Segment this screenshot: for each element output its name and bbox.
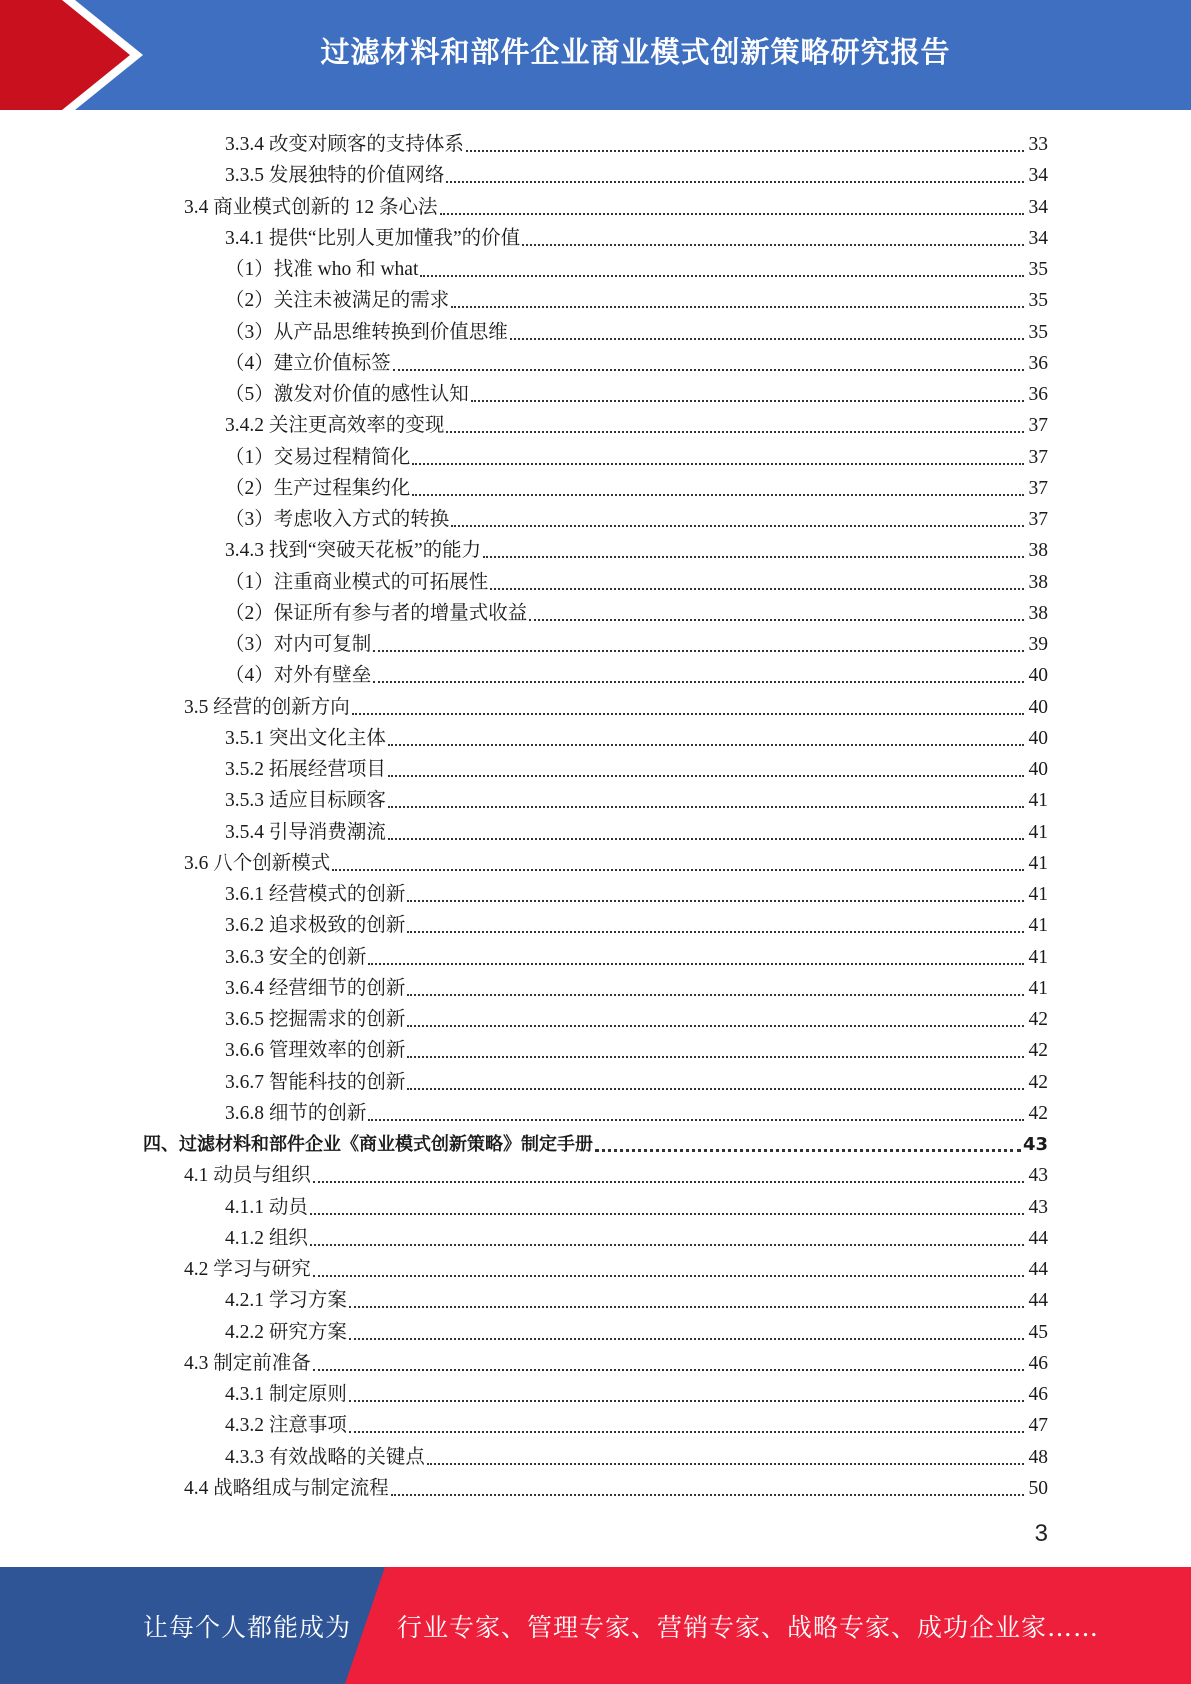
toc-entry-page: 41 [1028, 790, 1048, 812]
toc-dot-leader [310, 1213, 1024, 1215]
toc-entry-title: 3.6.1 经营模式的创新 [225, 884, 406, 905]
toc-entry[interactable] [225, 283, 1048, 314]
toc-entry-title: 3.5.4 引导消费潮流 [225, 821, 386, 843]
toc-entry-title: 4.3.3 有效战略的关键点 [225, 1446, 425, 1468]
toc-entry-page: 37 [1028, 446, 1048, 468]
toc-entry-page: 44 [1028, 1290, 1048, 1312]
toc-dot-leader [529, 619, 1024, 621]
toc-dot-leader [451, 306, 1024, 308]
toc-entry-title: （4）对外有壁垒 [225, 665, 372, 687]
toc-entry-page: 40 [1028, 665, 1048, 687]
toc-dot-leader [332, 869, 1024, 871]
toc-entry-title: （3）对内可复制 [225, 634, 372, 655]
toc-entry[interactable] [225, 408, 1048, 439]
page-number: 3 [1034, 1520, 1048, 1547]
toc-entry-page: 37 [1028, 477, 1048, 499]
toc-dot-leader [388, 838, 1024, 840]
toc-entry-page: 46 [1028, 1352, 1048, 1374]
toc-entry[interactable] [225, 533, 1048, 564]
toc-dot-leader [310, 1244, 1024, 1246]
toc-entry[interactable] [225, 1377, 1048, 1408]
toc-entry[interactable] [225, 158, 1048, 189]
toc-entry[interactable] [225, 471, 1048, 502]
toc-dot-leader [446, 181, 1024, 183]
footer-slogan-left: 让每个人都能成为 [143, 1612, 352, 1642]
toc-entry-title: 4.3.1 制定原则 [225, 1384, 347, 1405]
toc-entry-title: 3.6.7 智能科技的创新 [225, 1071, 406, 1093]
toc-entry-page: 42 [1028, 1040, 1048, 1062]
toc-entry[interactable] [225, 1065, 1048, 1096]
toc-dot-leader [427, 1463, 1024, 1465]
toc-entry-title: 4.2.1 学习方案 [225, 1290, 347, 1312]
toc-entry-page: 34 [1028, 196, 1048, 218]
toc-entry-page: 42 [1028, 1071, 1048, 1093]
toc-entry[interactable] [225, 1190, 1048, 1221]
toc-entry-page: 45 [1028, 1321, 1048, 1343]
toc-dot-leader [466, 150, 1024, 152]
toc-dot-leader [313, 1369, 1024, 1371]
header-banner [0, 0, 1191, 110]
toc-entry[interactable] [184, 190, 1048, 221]
toc-entry-title: 4.4 战略组成与制定流程 [184, 1477, 389, 1499]
toc-entry-page: 43 [1028, 1196, 1048, 1218]
toc-entry-title: 3.6.8 细节的创新 [225, 1102, 367, 1124]
toc-dot-leader [388, 775, 1024, 777]
toc-dot-leader [412, 494, 1024, 496]
toc-dot-leader [440, 213, 1024, 215]
toc-entry[interactable] [225, 1221, 1048, 1252]
toc-entry-page: 42 [1028, 1102, 1048, 1124]
toc-dot-leader [471, 400, 1024, 402]
toc-entry[interactable] [184, 1346, 1048, 1377]
toc-entry-title: 3.5.3 适应目标顾客 [225, 790, 386, 812]
toc-dot-leader [407, 1025, 1024, 1027]
toc-entry-title: 3.4.1 提供“比别人更加懂我”的价值 [225, 227, 521, 249]
toc-entry-page: 46 [1028, 1384, 1048, 1405]
toc-entry-page: 50 [1028, 1477, 1048, 1499]
toc-entry-title: 3.4.3 找到“突破天花板”的能力 [225, 540, 482, 562]
toc-entry-page: 43 [1028, 1165, 1048, 1187]
toc-entry-page: 40 [1028, 727, 1048, 749]
toc-entry-title: （1）注重商业模式的可拓展性 [225, 571, 489, 593]
toc-entry-title: 3.5.2 拓展经营项目 [225, 759, 386, 780]
toc-entry-title: （2）生产过程集约化 [225, 477, 411, 499]
toc-entry[interactable] [225, 252, 1048, 283]
toc-entry[interactable] [225, 658, 1048, 689]
toc-entry[interactable] [225, 1002, 1048, 1033]
toc-entry-title: （2）保证所有参与者的增量式收益 [225, 602, 528, 624]
toc-entry-title: 4.3.2 注意事项 [225, 1415, 347, 1437]
toc-entry-page: 40 [1028, 759, 1048, 780]
toc-entry[interactable] [225, 752, 1048, 783]
toc-entry[interactable] [225, 502, 1048, 533]
toc-dot-leader [391, 1494, 1024, 1496]
toc-dot-leader [373, 650, 1024, 652]
toc-entry[interactable] [225, 1440, 1048, 1471]
toc-entry[interactable] [225, 1315, 1048, 1346]
toc-entry-page: 44 [1028, 1259, 1048, 1280]
toc-entry-title: （3）考虑收入方式的转换 [225, 509, 450, 530]
toc-entry-page: 40 [1028, 696, 1048, 718]
toc-entry-title: 4.2 学习与研究 [184, 1259, 311, 1280]
toc-entry[interactable] [225, 627, 1048, 658]
toc-entry-page: 38 [1028, 602, 1048, 624]
toc-entry-title: 3.3.5 发展独特的价值网络 [225, 165, 445, 187]
toc-entry-title: 3.6 八个创新模式 [184, 852, 331, 874]
toc-entry-title: 3.6.6 管理效率的创新 [225, 1040, 406, 1062]
toc-entry-page: 47 [1028, 1415, 1048, 1437]
toc-entry-title: 3.4 商业模式创新的 12 条心法 [184, 196, 438, 218]
report-title: 过滤材料和部件企业商业模式创新策略研究报告 [320, 34, 951, 69]
toc-entry-title: （2）关注未被满足的需求 [225, 290, 450, 312]
toc-entry-page: 35 [1028, 290, 1048, 312]
toc-entry[interactable] [225, 940, 1048, 971]
toc-entry[interactable] [225, 1096, 1048, 1127]
toc-entry-title: 3.4.2 关注更高效率的变现 [225, 415, 445, 437]
toc-entry-title: 3.6.3 安全的创新 [225, 946, 367, 968]
toc-entry-page: 37 [1028, 509, 1048, 530]
toc-entry-title: 3.5.1 突出文化主体 [225, 727, 386, 749]
toc-entry[interactable] [225, 315, 1048, 346]
toc-dot-leader [407, 994, 1024, 996]
toc-entry-page: 41 [1028, 821, 1048, 843]
toc-entry-page: 34 [1028, 165, 1048, 187]
toc-entry-title: 4.3 制定前准备 [184, 1352, 311, 1374]
toc-entry-title: 3.6.4 经营细节的创新 [225, 977, 406, 999]
toc-entry-page: 33 [1028, 134, 1048, 155]
toc-dot-leader [407, 1088, 1024, 1090]
toc-dot-leader [407, 900, 1024, 902]
toc-dot-leader [313, 1275, 1024, 1277]
toc-entry[interactable] [225, 1033, 1048, 1064]
toc-dot-leader [522, 244, 1024, 246]
toc-entry[interactable] [225, 783, 1048, 814]
footer-slogan-right: 行业专家、管理专家、营销专家、战略专家、成功企业家…… [397, 1612, 1100, 1642]
toc-entry-title: 3.6.2 追求极致的创新 [225, 915, 406, 937]
toc-entry-page: 39 [1028, 634, 1048, 655]
toc-entry[interactable] [225, 815, 1048, 846]
toc-entry[interactable] [184, 690, 1048, 721]
toc-entry[interactable] [143, 1127, 1048, 1158]
toc-dot-leader [373, 681, 1024, 683]
toc-entry-page: 42 [1028, 1009, 1048, 1030]
toc-entry-page: 37 [1028, 415, 1048, 437]
toc-entry[interactable] [225, 221, 1048, 252]
toc-dot-leader [451, 525, 1024, 527]
toc-dot-leader [407, 931, 1024, 933]
toc-entry[interactable] [225, 565, 1048, 596]
toc-entry-title: 3.3.4 改变对顾客的支持体系 [225, 134, 464, 155]
toc-dot-leader [446, 431, 1024, 433]
toc-dot-leader [483, 556, 1024, 558]
toc-dot-leader [388, 806, 1024, 808]
toc-dot-leader [349, 1306, 1024, 1308]
toc-entry-title: （5）激发对价值的感性认知 [225, 384, 469, 405]
toc-entry-title: （4）建立价值标签 [225, 352, 391, 374]
toc-entry-page: 41 [1028, 915, 1048, 937]
toc-entry[interactable] [225, 127, 1048, 158]
toc-entry-page: 34 [1028, 227, 1048, 249]
toc-entry-page: 35 [1028, 259, 1048, 280]
toc-entry-page: 41 [1028, 946, 1048, 968]
toc-entry-page: 38 [1028, 571, 1048, 593]
toc-entry[interactable] [225, 971, 1048, 1002]
toc-entry-title: 4.1.2 组织 [225, 1227, 308, 1249]
toc-entry[interactable] [225, 908, 1048, 939]
toc-dot-leader [595, 1149, 1021, 1152]
toc-dot-leader [352, 713, 1024, 715]
toc-dot-leader [368, 963, 1024, 965]
toc-entry-title: （1）交易过程精简化 [225, 446, 411, 468]
toc-entry-title: 四、过滤材料和部件企业《商业模式创新策略》制定手册 [143, 1134, 593, 1155]
toc-dot-leader [349, 1400, 1024, 1402]
toc-dot-leader [407, 1056, 1024, 1058]
toc-entry-title: （3）从产品思维转换到价值思维 [225, 321, 508, 343]
toc-entry-page: 48 [1028, 1446, 1048, 1468]
footer-banner [0, 1567, 1191, 1684]
toc-entry[interactable] [225, 1408, 1048, 1439]
toc-entry[interactable] [225, 377, 1048, 408]
toc-entry-title: 3.5 经营的创新方向 [184, 696, 350, 718]
toc-entry[interactable] [184, 1252, 1048, 1283]
toc-entry-page: 36 [1028, 352, 1048, 374]
toc-entry-page: 38 [1028, 540, 1048, 562]
toc-entry[interactable] [225, 596, 1048, 627]
toc-entry-page: 41 [1028, 977, 1048, 999]
toc-dot-leader [349, 1338, 1024, 1340]
toc-entry[interactable] [225, 1283, 1048, 1314]
toc-entry-page: 41 [1028, 884, 1048, 905]
toc-entry-title: 3.6.5 挖掘需求的创新 [225, 1009, 406, 1030]
toc-dot-leader [420, 275, 1024, 277]
toc-dot-leader [393, 369, 1024, 371]
toc-entry-title: 4.2.2 研究方案 [225, 1321, 347, 1343]
toc-entry[interactable] [184, 846, 1048, 877]
toc-dot-leader [368, 1119, 1024, 1121]
toc-entry[interactable] [225, 721, 1048, 752]
toc-dot-leader [490, 588, 1024, 590]
toc-entry[interactable] [225, 346, 1048, 377]
toc-entry-page: 43 [1022, 1134, 1048, 1155]
toc-dot-leader [313, 1181, 1024, 1183]
toc-entry-page: 41 [1028, 852, 1048, 874]
toc-dot-leader [349, 1431, 1024, 1433]
toc-entry-page: 36 [1028, 384, 1048, 405]
toc-entry[interactable] [184, 1158, 1048, 1189]
toc-entry[interactable] [225, 877, 1048, 908]
toc-entry-title: 4.1.1 动员 [225, 1196, 308, 1218]
toc-entry[interactable] [184, 1471, 1048, 1502]
toc-entry-page: 44 [1028, 1227, 1048, 1249]
toc-dot-leader [412, 463, 1024, 465]
toc-dot-leader [510, 338, 1024, 340]
toc-entry-page: 35 [1028, 321, 1048, 343]
toc-entry[interactable] [225, 440, 1048, 471]
toc-entry-title: 4.1 动员与组织 [184, 1165, 311, 1187]
toc-entry-title: （1）找准 who 和 what [225, 259, 419, 280]
toc-dot-leader [388, 744, 1024, 746]
